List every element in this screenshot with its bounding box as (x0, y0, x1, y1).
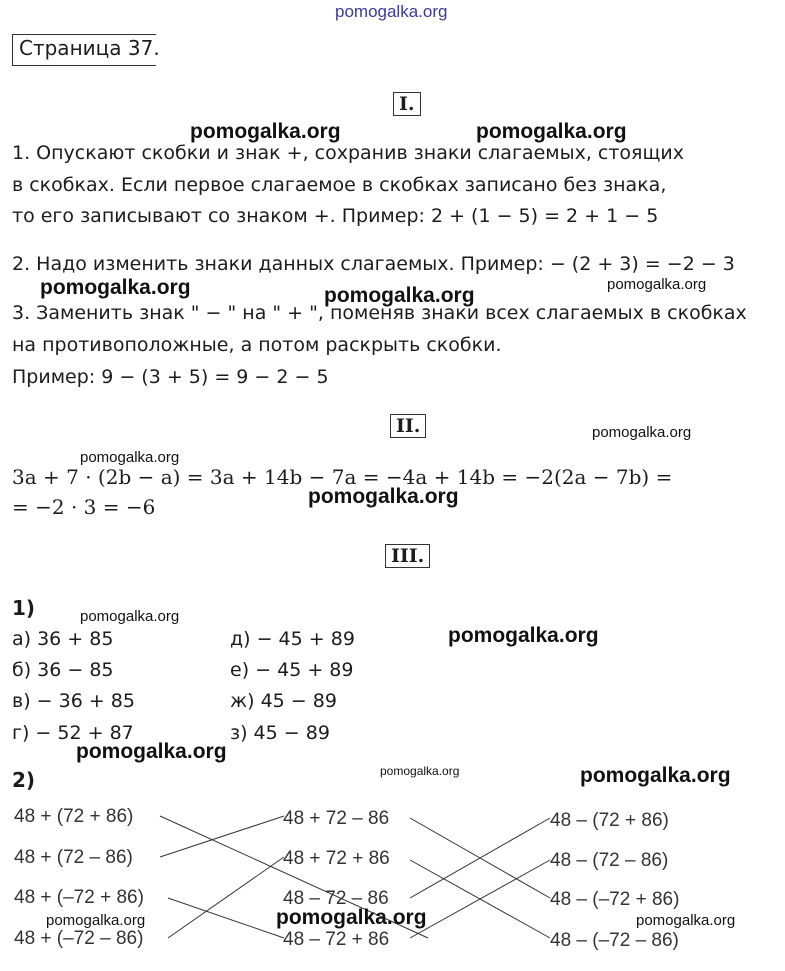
match-left-2: 48 + (72 – 86) (14, 847, 133, 868)
answer-b: б) 36 − 85 (12, 659, 114, 681)
match-mid-4: 48 – 72 + 86 (283, 929, 390, 950)
watermark: pomogalka.org (580, 764, 731, 787)
match-mid-2: 48 + 72 + 86 (283, 848, 390, 869)
match-left-1: 48 + (72 + 86) (14, 806, 134, 827)
watermark: pomogalka.org (380, 764, 460, 778)
watermark: pomogalka.org (276, 906, 427, 929)
watermark: pomogalka.org (80, 449, 180, 466)
match-right-4: 48 – (–72 – 86) (550, 930, 679, 951)
match-line (168, 857, 284, 938)
item2: 2. Надо изменить знаки данных слагаемых. Пример: − (2 + 3) = −2 − 3 (12, 253, 735, 275)
match-left-3: 48 + (–72 + 86) (14, 887, 144, 908)
watermark: pomogalka.org (190, 120, 341, 143)
equation-line2: = −2 · 3 = −6 (12, 495, 156, 519)
watermark: pomogalka.org (476, 120, 627, 143)
section-one-heading: I. (393, 92, 421, 116)
answer-g: г) − 52 + 87 (12, 722, 134, 744)
item3-line3: Пример: 9 − (3 + 5) = 9 − 2 − 5 (12, 366, 329, 388)
watermark: pomogalka.org (324, 284, 475, 307)
watermark-top[interactable]: pomogalka.org (335, 2, 448, 21)
match-line (160, 816, 284, 857)
match-line (168, 898, 284, 938)
answer-a: а) 36 + 85 (12, 628, 114, 650)
item1-line3: то его записывают со знаком +. Пример: 2 + (1 − 5) = 2 + 1 − 5 (12, 205, 659, 227)
match-mid-3: 48 – 72 – 86 (283, 888, 389, 909)
answer-z: з) 45 − 89 (230, 722, 330, 744)
watermark: pomogalka.org (308, 485, 459, 508)
watermark: pomogalka.org (40, 276, 191, 299)
watermark: pomogalka.org (448, 624, 599, 647)
watermark: pomogalka.org (46, 912, 146, 929)
match-left-4: 48 + (–72 – 86) (14, 928, 144, 949)
match-right-2: 48 – (72 – 86) (550, 850, 669, 871)
match-mid-1: 48 + 72 – 86 (283, 808, 390, 829)
watermark: pomogalka.org (607, 276, 707, 293)
answer-e: е) − 45 + 89 (230, 659, 354, 681)
match-right-1: 48 – (72 + 86) (550, 810, 669, 831)
watermark: pomogalka.org (76, 740, 227, 763)
watermark: pomogalka.org (636, 912, 736, 929)
item3-line1: 3. Заменить знак " − " на " + ", поменяв знаки всех слагаемых в скобках (12, 302, 747, 324)
answer-d: д) − 45 + 89 (230, 628, 355, 650)
equation-line1: 3a + 7 · (2b − a) = 3a + 14b − 7a = −4a + 14b = −2(2a − 7b) = (12, 465, 673, 489)
answer-v: в) − 36 + 85 (12, 690, 135, 712)
task1-label: 1) (12, 596, 36, 620)
watermark: pomogalka.org (80, 608, 180, 625)
page-title: Страница 37. (19, 36, 160, 60)
section-three-heading: III. (385, 544, 430, 568)
item1-line1: 1. Опускают скобки и знак +, сохранив знаки слагаемых, стоящих (12, 142, 684, 164)
task2-label: 2) (12, 768, 36, 792)
watermark: pomogalka.org (592, 424, 692, 441)
item3-line2: на противоположные, а потом раскрыть скобки. (12, 334, 502, 356)
answer-zh: ж) 45 − 89 (230, 690, 337, 712)
item1-line2: в скобках. Если первое слагаемое в скобках записано без знака, (12, 174, 667, 196)
match-right-3: 48 – (–72 + 86) (550, 889, 680, 910)
section-two-heading: II. (390, 414, 426, 438)
